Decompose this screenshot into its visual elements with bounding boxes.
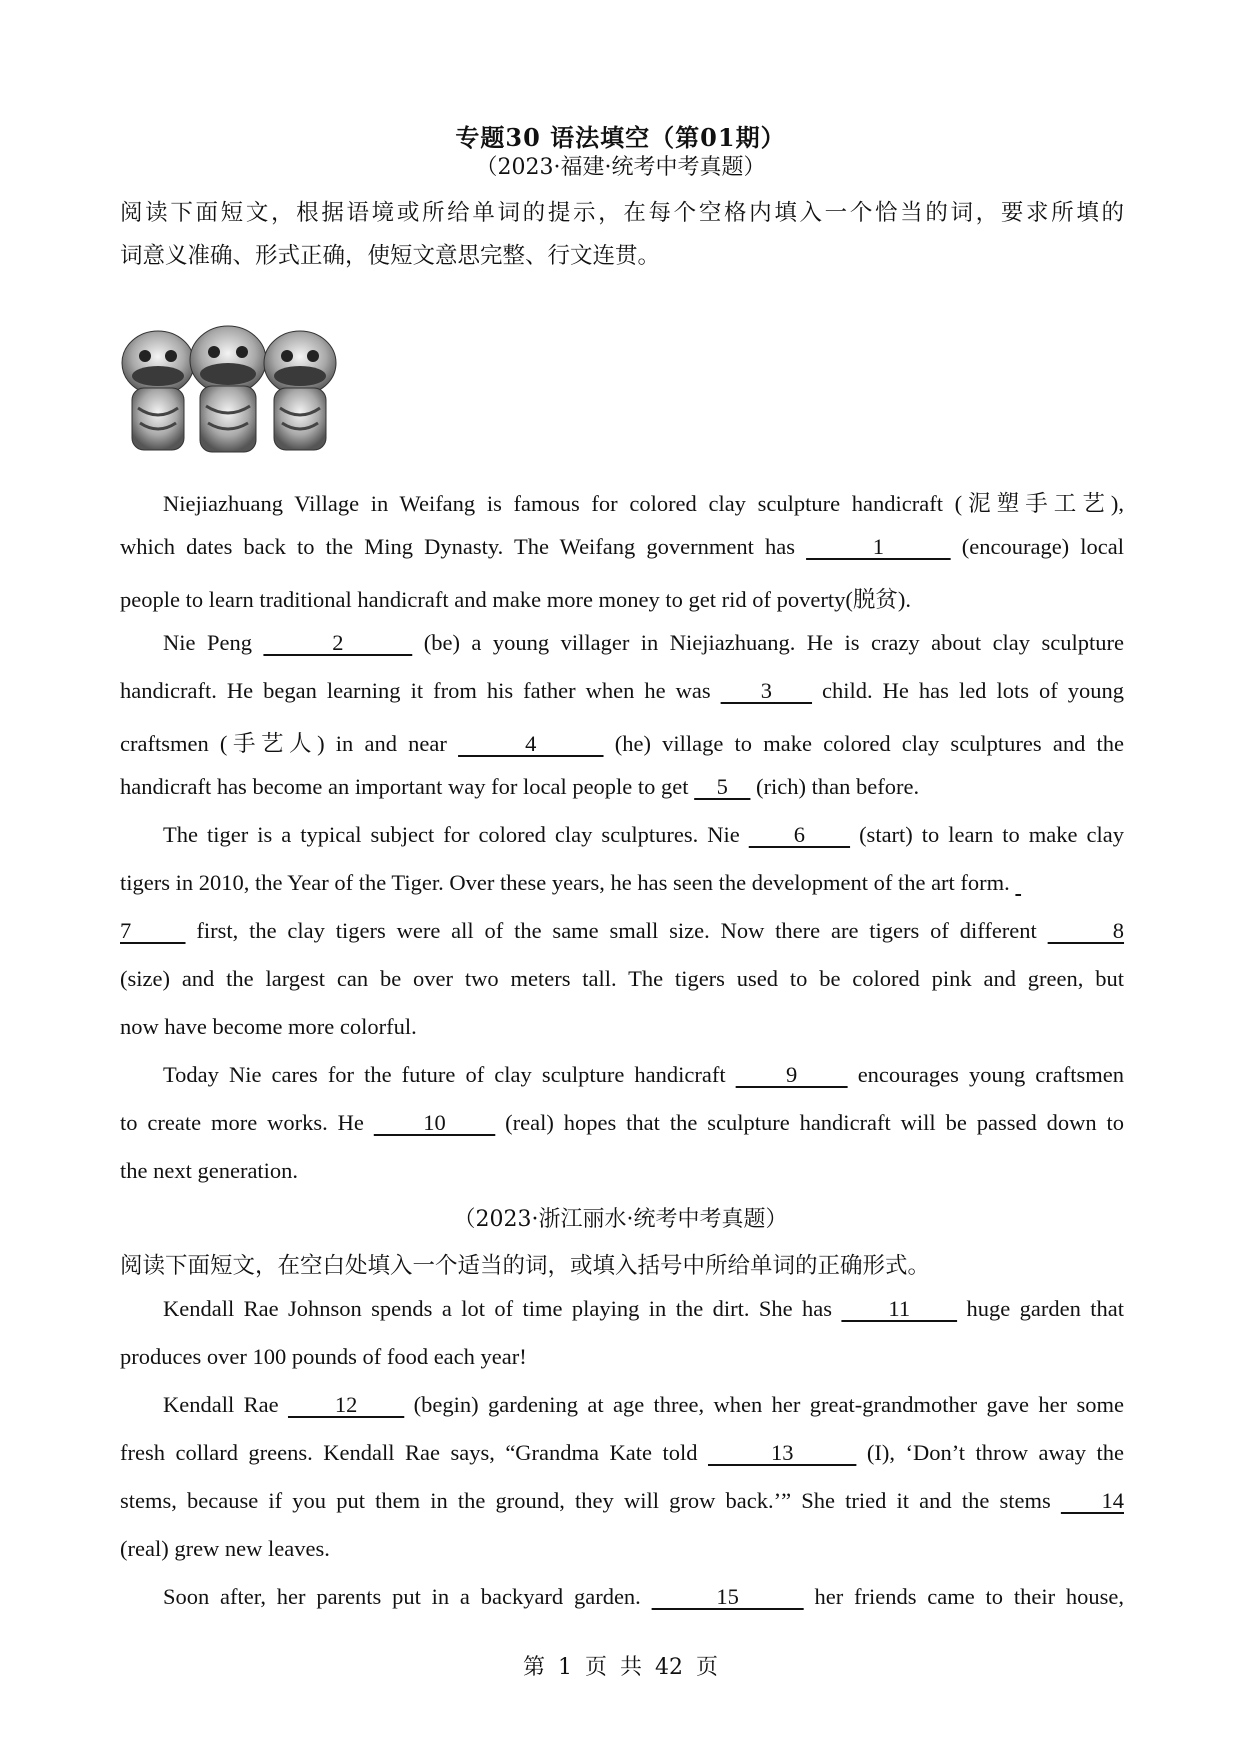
- passage-1-line: Niejiazhuang Village in Weifang is famous for colored clay sculpture handicraft (泥塑手工艺),: [163, 491, 1124, 516]
- instruction-line-1: 阅读下面短文，根据语境或所给单词的提示，在每个空格内填入一个恰当的词，要求所填的: [120, 200, 1124, 225]
- page-title: 专题30 语法填空（第01期）: [455, 123, 786, 152]
- passage-1-line: Today Nie cares for the future of clay sculpture handicraft 9 encourages young craftsmen: [163, 1062, 1124, 1087]
- passage-1-line: people to learn traditional handicraft and make more money to get rid of poverty(脱贫).: [120, 587, 911, 612]
- blank-5[interactable]: 5: [694, 774, 751, 799]
- blank-11[interactable]: 11: [841, 1296, 958, 1321]
- passage-2-line: Kendall Rae 12 (begin) gardening at age three, when her great-grandmother gave her some: [163, 1392, 1125, 1417]
- passage-2-line: produces over 100 pounds of food each year!: [120, 1344, 527, 1369]
- passage-1-line: craftsmen (手艺人) in and near 4 (he) village to make colored clay sculptures and the: [120, 731, 1125, 756]
- passage-2-line: stems, because if you put them in the ground, they will grow back.’” She tried it and the stems 14: [120, 1488, 1124, 1513]
- blank-14[interactable]: 14: [1060, 1488, 1124, 1513]
- instruction-line-2: 词意义准确、形式正确，使短文意思完整、行文连贯。: [120, 243, 661, 268]
- page-number: 第 1 页 共 42 页: [523, 1655, 718, 1680]
- passage-1-line: now have become more colorful.: [120, 1014, 417, 1039]
- source-label-zhejiang: （2023·浙江丽水·统考中考真题）: [453, 1207, 788, 1232]
- passage-2-line: fresh collard greens. Kendall Rae says, “Grandma Kate told 13 (I), ‘Don’t throw away the: [120, 1440, 1124, 1465]
- blank-10[interactable]: 10: [373, 1110, 496, 1135]
- blank-13[interactable]: 13: [707, 1440, 857, 1465]
- passage-1-line: Nie Peng 2 (be) a young villager in Niejiazhuang. He is crazy about clay sculpture: [163, 630, 1124, 655]
- passage-1-line: handicraft has become an important way for local people to get 5 (rich) than before.: [120, 774, 920, 799]
- blank-12[interactable]: 12: [287, 1392, 405, 1417]
- passage-1-line: which dates back to the Ming Dynasty. The Weifang government has 1 (encourage) local: [120, 534, 1125, 559]
- blank-1[interactable]: 1: [806, 534, 951, 559]
- blank-2[interactable]: 2: [263, 630, 413, 655]
- passage-1-line: to create more works. He 10 (real) hopes that the sculpture handicraft will be passed down to: [120, 1110, 1124, 1135]
- passage-1-line: handicraft. He began learning it from his father when he was 3 child. He has led lots of young: [120, 678, 1124, 703]
- source-label-fujian: （2023·福建·统考中考真题）: [475, 155, 766, 180]
- passage-1-line: the next generation.: [120, 1158, 299, 1183]
- passage-2-line: Soon after, her parents put in a backyard garden. 15 her friends came to their house,: [163, 1584, 1124, 1609]
- passage-1-line: (size) and the largest can be over two meters tall. The tigers used to be colored pink and green, but: [120, 966, 1124, 991]
- instruction-line-3: 阅读下面短文，在空白处填入一个适当的词，或填入括号中所给单词的正确形式。: [120, 1253, 931, 1278]
- blank-8[interactable]: 8: [1047, 918, 1125, 943]
- blank-3[interactable]: 3: [720, 678, 813, 703]
- blank-9[interactable]: 9: [735, 1062, 848, 1087]
- clay-tiger-sculptures-image: [118, 318, 340, 458]
- blank-6[interactable]: 6: [748, 822, 851, 847]
- passage-2-line: (real) grew new leaves.: [120, 1536, 330, 1561]
- blank-15[interactable]: 15: [651, 1584, 804, 1609]
- passage-1-line: 7 first, the clay tigers were all of the same small size. Now there are tigers of different 8: [120, 918, 1125, 943]
- passage-1-line: tigers in 2010, the Year of the Tiger. Over these years, he has seen the development of the art form.: [120, 870, 1016, 895]
- passage-2-line: Kendall Rae Johnson spends a lot of time playing in the dirt. She has 11 huge garden that: [163, 1296, 1124, 1321]
- blank-4[interactable]: 4: [458, 731, 604, 756]
- blank-7[interactable]: 7: [120, 918, 186, 943]
- passage-1-line: The tiger is a typical subject for colored clay sculptures. Nie 6 (start) to learn to make clay: [163, 822, 1124, 847]
